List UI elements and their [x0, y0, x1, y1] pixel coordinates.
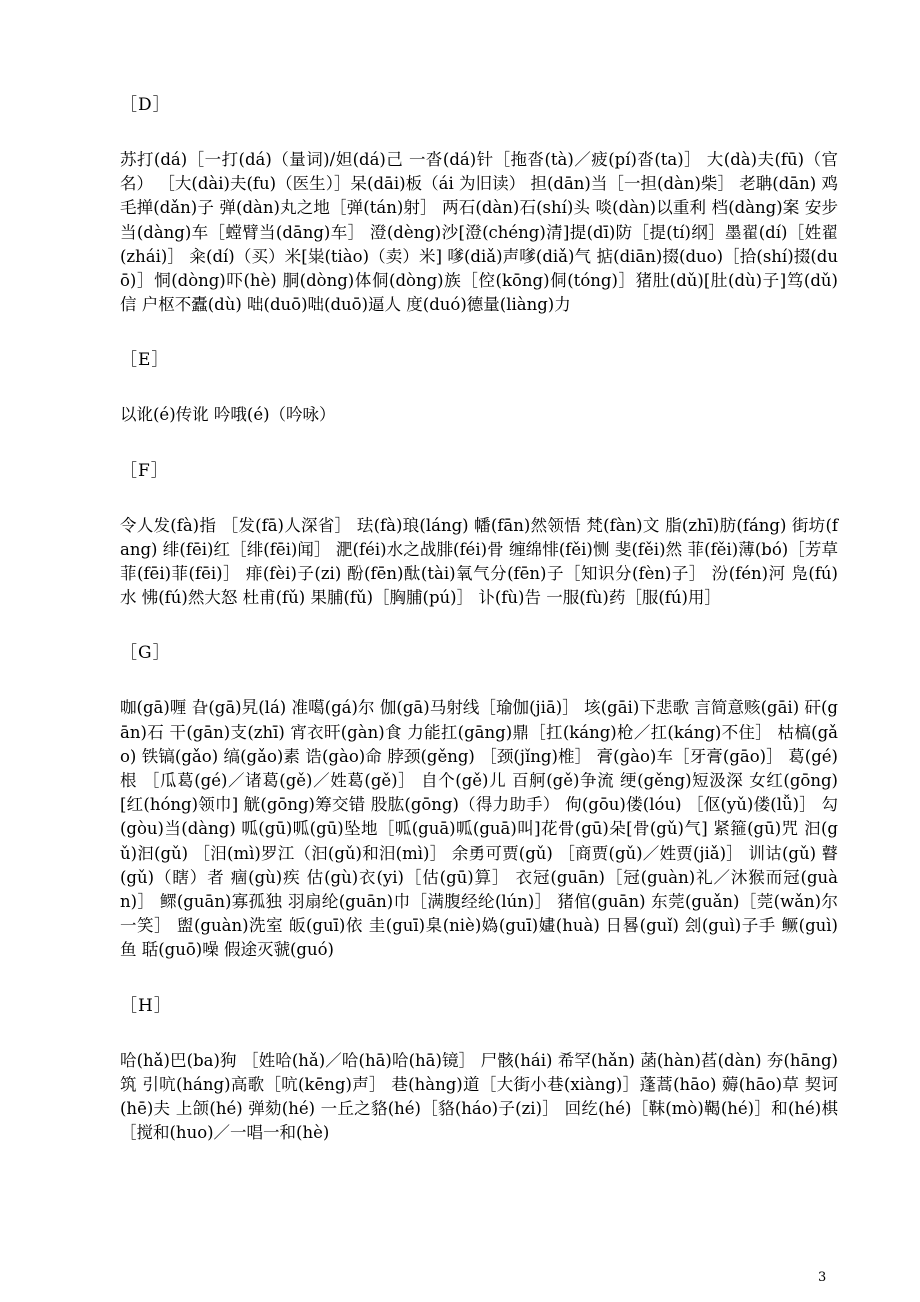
- section-text-h: 哈(hǎ)巴(ba)狗 ［姓哈(hǎ)／哈(hā)哈(hā)镜］ 尸骸(hái) 希罕(hǎn) 菡(hàn)萏(dàn) 夯(hāng)筑 引吭(háng)高歌［吭(kēng)声］ 巷(hàng)道［大街小巷(xiàng)］蓬蒿(hāo) 薅(hāo)草 契诃(hē)夫 上颌(hé) 弹劾(hé) 一丘之貉(hé)［貉(háo)子(zi)］ 回纥(hé)［靺(mò)鞨(hé)］和(hé)棋［搅和(huo)／一唱一和(hè): [120, 1050, 838, 1143]
- section-text-e: 以讹(é)传讹 吟哦(é)（吟咏）: [120, 405, 336, 425]
- section-heading-d: ［D］: [120, 95, 171, 115]
- section-heading-g: ［G］: [120, 643, 171, 664]
- section-text-d: 苏打(dá)［一打(dá)（量词)/妲(dá)己 一沓(dá)针［拖沓(tà)／疲(pí)沓(ta)］ 大(dà)夫(fū)（官名） ［大(dài)夫(fu)（医生）］呆(dāi)板（ái 为旧读） 担(dān)当［一担(dàn)柴］ 老聃(dān) 鸡毛掸(dǎn)子 弹(dàn)丸之地［弹(tán)射］ 两石(dàn)石(shí)头 啖(dàn)以重利 档(dàng)案 安步当(dàng)车［螳臂当(dāng)车］ 澄(dèng)沙[澄(chéng)清]提(dī)防［提(tí)纲］墨翟(dí)［姓翟(zhái)］ 籴(dí)（买）米[粜(tiào)（卖）米] 嗲(diǎ)声嗲(diǎ)气 掂(diān)掇(duo)［拾(shí)掇(duō)］恫(dòng)吓(hè) 胴(dòng)体侗(dòng)族［倥(kōng)侗(tóng)］猪肚(dǔ)[肚(dù)子]笃(dǔ)信 户枢不蠹(dù) 咄(duō)咄(duō)逼人 度(duó)德量(liàng)力: [120, 150, 838, 315]
- document-body: [120, 92, 838, 1175]
- section-text-g: 咖(gā)喱 旮(gā)旯(lá) 准噶(gá)尔 伽(gā)马射线［瑜伽(jiā)］ 垓(gāi)下悲歌 言简意赅(gāi) 矸(gān)石 干(gān)支(zhī) 宵衣旰(gàn)食 力能扛(gāng)鼎［扛(káng)枪／扛(káng)不住］ 枯槁(gǎo) 铁镐(gǎo) 缟(gǎo)素 诰(gào)命 脖颈(gěng) ［颈(jǐng)椎］ 膏(gào)车［牙膏(gāo)］ 葛(gé)根 ［瓜葛(gé)／诸葛(gě)／姓葛(gě)］ 自个(gě)儿 百舸(gě)争流 绠(gěng)短汲深 女红(gōng)[红(hóng)领巾] 觥(gōng)筹交错 股肱(gōng)（得力助手） 佝(gōu)偻(lóu) ［伛(yǔ)偻(lǚ)］ 勾(gòu)当(dàng) 呱(gū)呱(gū)坠地［呱(guā)呱(guā)叫]花骨(gū)朵[骨(gǔ)气] 紧箍(gū)咒 汩(gǔ)汩(gǔ) ［汨(mì)罗江（汩(gǔ)和汨(mì)］ 余勇可贾(gǔ) ［商贾(gǔ)／姓贾(jiǎ)］ 训诂(gǔ) 瞽(gǔ)（瞎）者 痼(gù)疾 估(gù)衣(yi)［估(gū)算］ 衣冠(guān)［冠(guàn)礼／沐猴而冠(guàn)］ 鳏(guān)寡孤独 羽扇纶(guān)巾［满腹经纶(lún)］ 猪倌(guān) 东莞(guǎn)［莞(wǎn)尔一笑］ 盥(guàn)洗室 皈(guī)依 圭(guī)臬(niè)媯(guī)嫿(huà) 日晷(guǐ) 刽(guì)子手 鳜(guì)鱼 聒(guō)噪 假途灭虢(guó): [120, 698, 838, 960]
- section-heading-e: ［E］: [120, 350, 170, 371]
- page-number: 3: [818, 1270, 827, 1285]
- section-heading-h: ［H］: [120, 995, 172, 1016]
- section-text-f: 令人发(fà)指 ［发(fā)人深省］ 珐(fà)琅(láng) 幡(fān)然领悟 梵(fàn)文 脂(zhī)肪(fáng) 街坊(fang) 绯(fēi)红［绯(fēi)闻］ 淝(féi)水之战腓(féi)骨 缠绵悱(fěi)恻 斐(fěi)然 菲(fěi)薄(bó)［芳草菲(fēi)菲(fēi)］ 痱(fèi)子(zi) 酚(fēn)酞(tài)氧气分(fēn)子［知识分(fèn)子］ 汾(fén)河 凫(fú)水 怫(fú)然大怒 杜甫(fǔ) 果脯(fǔ)［胸脯(pú)］ 讣(fù)告 一服(fù)药［服(fú)用］: [120, 515, 838, 608]
- section-heading-f: ［F］: [120, 460, 169, 481]
